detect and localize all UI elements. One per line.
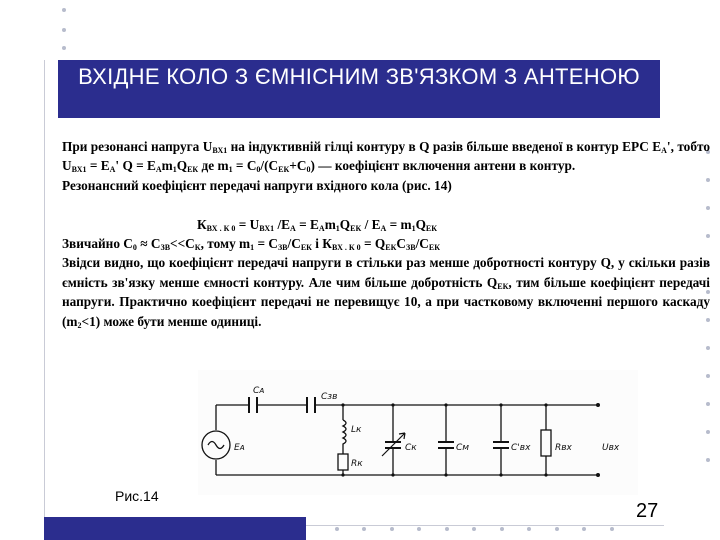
paragraph-usually: Звичайно $С_0 \approx С_{ЗВ}<<С_К$, тому $m_1 = С_{ЗВ}/С_{ЕК}$ і $К_{ВХ . К 0} = Q_{ЕК}С_{ЗВ}/С_{ЕК}$	[62, 236, 441, 253]
decorative-dot	[527, 527, 531, 531]
label-ck: Cк	[405, 443, 417, 453]
decorative-dot	[62, 8, 66, 12]
resistor-rvx-symbol	[541, 430, 551, 456]
figure-caption: Рис.14	[115, 488, 159, 504]
page-number: 27	[636, 500, 659, 522]
decorative-dot	[417, 527, 421, 531]
decorative-dot	[500, 527, 504, 531]
decorative-dot	[706, 458, 710, 462]
decorative-dot	[62, 46, 66, 50]
decorative-dot	[62, 28, 66, 32]
decorative-dot	[582, 527, 586, 531]
slide-title: ВХІДНЕ КОЛО З ЄМНІСНИМ ЗВ'ЯЗКОМ З АНТЕНОЮ	[78, 64, 640, 89]
circuit-diagram	[198, 370, 638, 495]
spacer	[62, 195, 710, 214]
decorative-dot	[555, 527, 559, 531]
label-ca: Cᴀ	[253, 386, 265, 396]
label-cm: Cм	[456, 443, 470, 453]
paragraph-conclusion: Звідси видно, що коефіцієнт передачі напруги в стільки раз менше добротності контуру Q, у скільки разів ємність зв'язку менше ємності контуру. Але чим більше добротність $Q_{ЕК}$, тим більше коефіцієнт передачі напруги. Практично коефіцієнт передачі не перевищує 10, а при частковому включенні першого каскаду $(m_2<1)$ може бути менше одиниці.	[62, 255, 710, 330]
slide-body	[62, 137, 710, 331]
decorative-dot	[445, 527, 449, 531]
voltage-source-symbol	[202, 431, 230, 459]
output-terminal-top	[596, 403, 600, 407]
label-ea: Eᴀ	[234, 443, 246, 453]
label-uvx: Uвх	[602, 443, 620, 453]
formula-kvx: $К_{ВХ . К 0} = U_{ВХ1}$ $/Е_А = Е_Аm_1Q_{ЕК} / Е_А = m_1Q_{ЕК}$	[197, 216, 438, 233]
label-czv: Cзв	[321, 392, 338, 402]
decorative-dot	[335, 527, 339, 531]
label-lk: Lк	[351, 425, 362, 435]
footer-bar	[44, 517, 306, 540]
decorative-dot	[706, 402, 710, 406]
paragraph-transfer-coefficient: Резонансний коефіцієнт передачі напруги вхідного кола (рис. 14)	[62, 177, 452, 193]
left-guide-line	[44, 60, 45, 530]
output-terminal-bottom	[596, 473, 600, 477]
decorative-dot	[362, 527, 366, 531]
paragraph-resonance: При резонансі напруга $U_{ВХ1}$ на індуктивній гілці контуру в Q разів більше введеної в контур ЕРС $Е_А'$, тобто $U_{ВХ1} = Е_А'$ $Q = Е_Аm_1Q_{ЕК}$ де $m_1 = С_0/(С_{ЕК}+С_0)$ — коефіцієнт включення антени в контур.	[62, 139, 710, 175]
decorative-dot	[472, 527, 476, 531]
decorative-dot	[706, 430, 710, 434]
label-rvx: Rвх	[555, 443, 572, 453]
label-rk: Rк	[351, 459, 363, 469]
decorative-dot	[706, 374, 710, 378]
label-cvx: C'вх	[511, 443, 531, 453]
decorative-dot	[390, 527, 394, 531]
resistor-rk-symbol	[338, 454, 348, 470]
decorative-dot	[610, 527, 614, 531]
decorative-dot	[706, 346, 710, 350]
